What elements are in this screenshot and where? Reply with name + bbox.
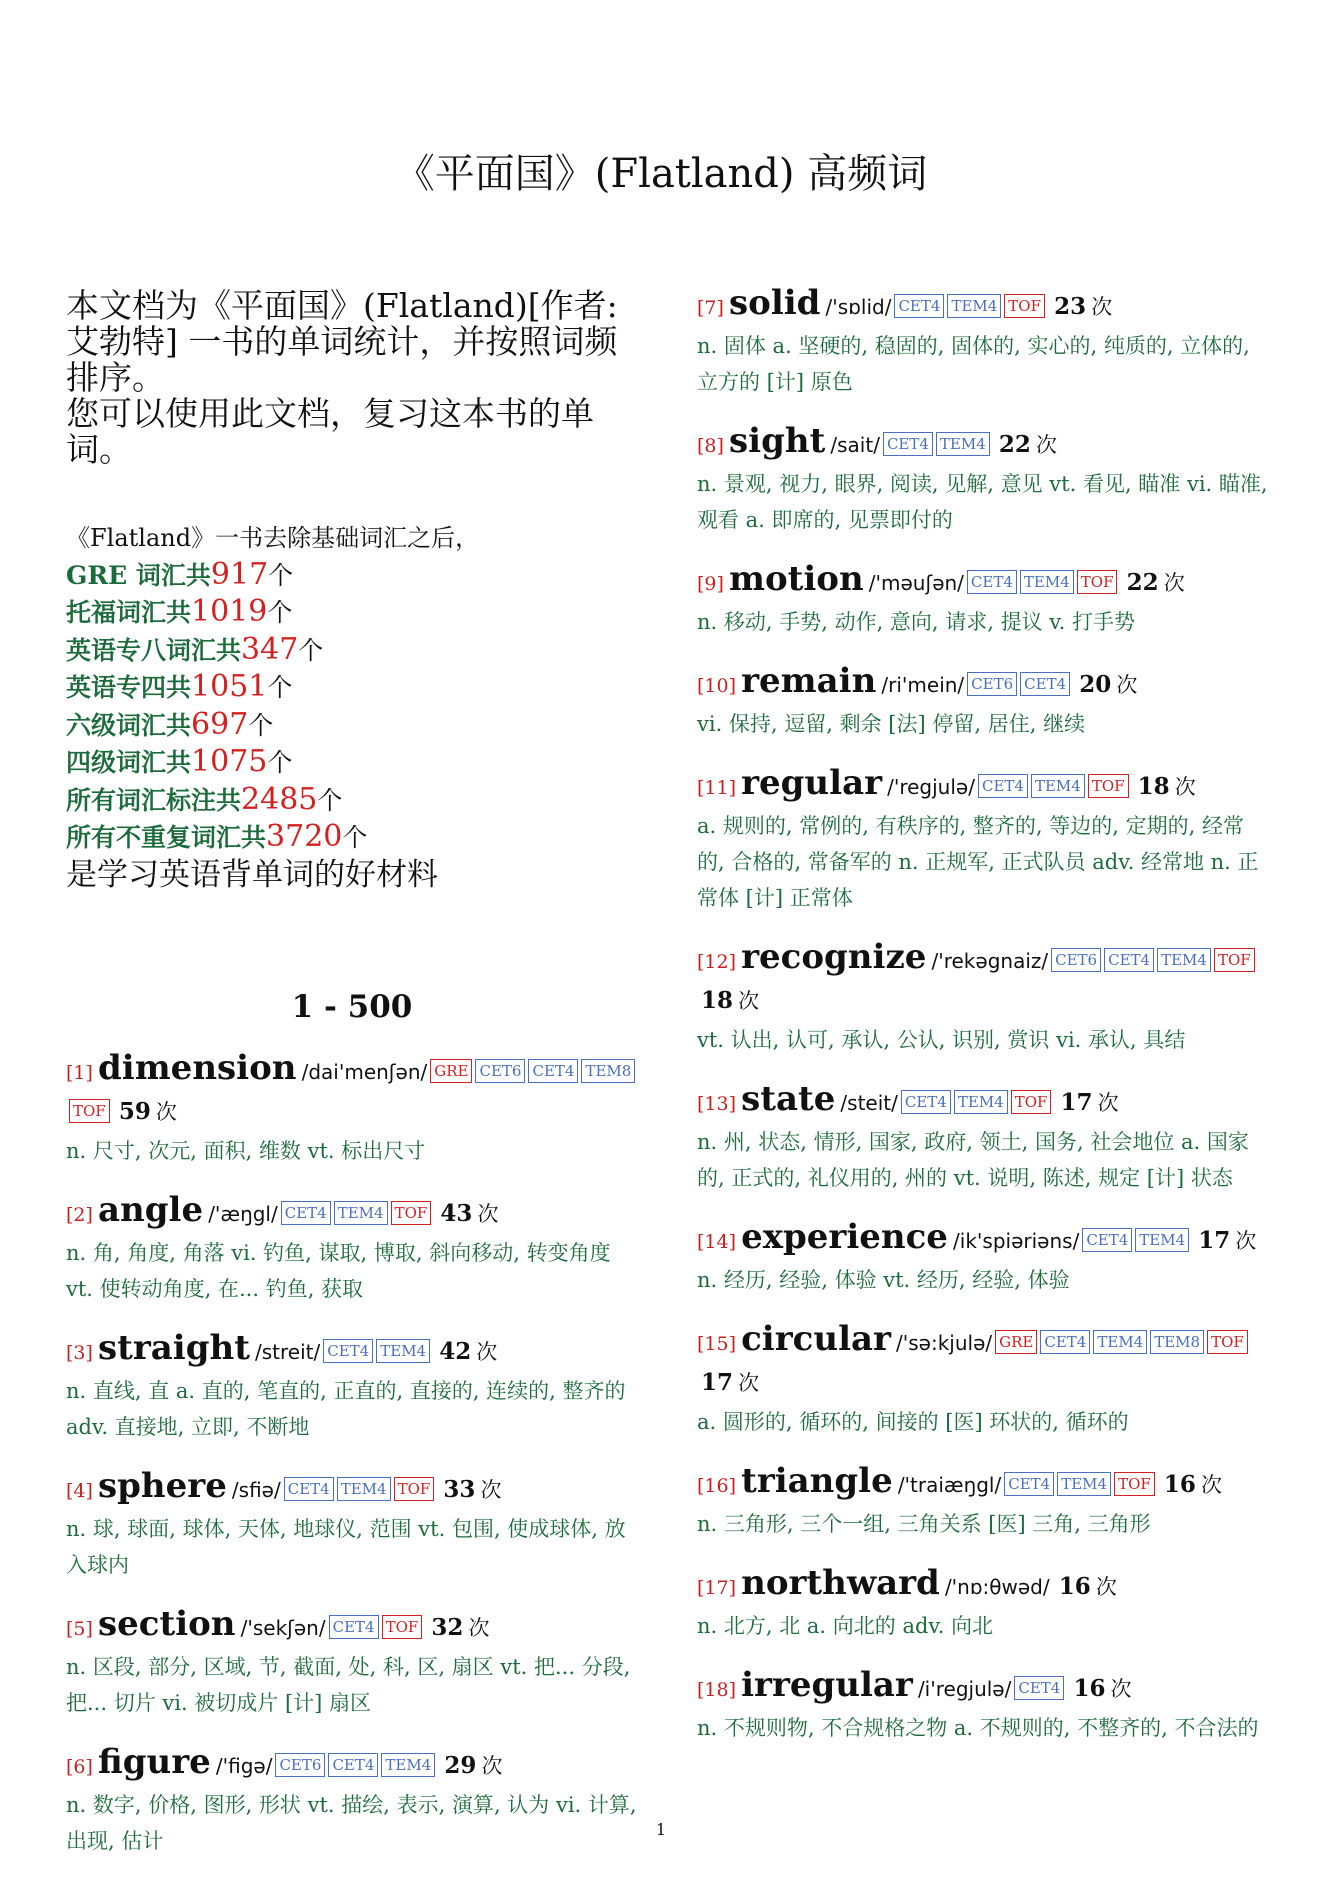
headword-line: [697, 422, 1269, 466]
stats-number: 697: [191, 706, 249, 742]
definition: n. 固体 a. 坚硬的, 稳固的, 固体的, 实心的, 纯质的, 立体的, 立方的 [计] 原色: [697, 334, 1250, 394]
word-entry: [66, 1605, 638, 1721]
entry-index: [13]: [697, 1093, 737, 1115]
stats-unit: 个: [298, 635, 324, 665]
definition: a. 规则的, 常例的, 有秩序的, 整齐的, 等边的, 定期的, 经常的, 合格的, 常备军的 n. 正规军, 正式队员 adv. 经常地 n. 正常体 [计] 正常体: [697, 814, 1259, 910]
frequency-unit: 次: [155, 1100, 177, 1124]
word-entry: [66, 1191, 638, 1307]
stats-label: 六级词汇共: [66, 710, 192, 740]
headword-line: [697, 1218, 1269, 1262]
definition: n. 三角形, 三个一组, 三角关系 [医] 三角, 三角形: [697, 1512, 1151, 1536]
entry-index: [18]: [697, 1679, 737, 1701]
exam-tag: CET4: [1020, 672, 1070, 696]
stats-unit: 个: [268, 560, 294, 590]
definition: vt. 认出, 认可, 承认, 公认, 识别, 赏识 vi. 承认, 具结: [697, 1028, 1186, 1052]
definition: n. 直线, 直 a. 直的, 笔直的, 正直的, 直接的, 连续的, 整齐的 adv. 直接地, 立即, 不断地: [66, 1379, 626, 1439]
word-entry: [66, 1467, 638, 1583]
exam-tag: CET6: [275, 1753, 325, 1777]
word-entry: [66, 1329, 638, 1445]
frequency-unit: 次: [1110, 1677, 1132, 1701]
exam-tag: TEM4: [947, 294, 1001, 318]
entry-index: [17]: [697, 1577, 737, 1599]
frequency-count: 17: [1198, 1227, 1231, 1254]
exam-tag: CET4: [328, 1753, 378, 1777]
exam-tag: CET6: [967, 672, 1017, 696]
stats-row: [66, 557, 638, 595]
stats-conclusion: 是学习英语背单词的好材料: [66, 856, 438, 893]
exam-tag: TEM4: [381, 1753, 435, 1777]
exam-tag: TEM4: [1135, 1228, 1189, 1252]
phonetic: /sait/: [830, 433, 880, 457]
intro-paragraph-2: 您可以使用此文档，复习这本书的单词。: [66, 394, 594, 469]
phonetic: /'sɒlid/: [825, 295, 892, 319]
frequency-count: 22: [998, 431, 1031, 458]
frequency-count: 18: [1137, 773, 1170, 800]
stats-label: 英语专八词汇共: [66, 635, 242, 665]
stats-label: 英语专四共: [66, 673, 192, 702]
entry-index: [11]: [697, 777, 737, 799]
headword-line: [66, 1329, 638, 1373]
headword: sight: [729, 421, 826, 461]
stats-number: 2485: [241, 781, 318, 817]
headword-line: [66, 1191, 638, 1235]
word-entry: [697, 764, 1269, 916]
headword: solid: [729, 283, 821, 323]
frequency-unit: 次: [1091, 295, 1113, 319]
frequency-unit: 次: [1235, 1229, 1257, 1253]
stats-unit: 个: [248, 710, 274, 740]
entry-index: [2]: [66, 1204, 93, 1226]
entry-index: [6]: [66, 1756, 93, 1778]
entry-index: [7]: [697, 297, 724, 319]
exam-tag: TEM8: [581, 1059, 635, 1083]
entry-index: [10]: [697, 675, 737, 697]
exam-tag: TOF: [1214, 948, 1255, 972]
word-entry: [697, 1080, 1269, 1196]
frequency-count: 59: [118, 1098, 151, 1125]
definition: n. 经历, 经验, 体验 vt. 经历, 经验, 体验: [697, 1268, 1070, 1292]
entry-index: [1]: [66, 1062, 93, 1084]
stats-row: [66, 632, 638, 670]
frequency-unit: 次: [476, 1340, 498, 1364]
exam-tag: TEM4: [1057, 1472, 1111, 1496]
phonetic: /sfiə/: [231, 1478, 281, 1502]
exam-tag: GRE: [995, 1330, 1037, 1354]
stats-number: 347: [241, 631, 299, 667]
stats-number: 1075: [191, 744, 268, 779]
word-entry: [697, 1320, 1269, 1440]
vocab-stats: [66, 520, 638, 893]
definition: n. 不规则物, 不合规格之物 a. 不规则的, 不整齐的, 不合法的: [697, 1716, 1259, 1740]
frequency-unit: 次: [1201, 1473, 1222, 1497]
phonetic: /'məuʃən/: [868, 571, 964, 595]
stats-row: [66, 707, 638, 745]
definition: a. 圆形的, 循环的, 间接的 [医] 环状的, 循环的: [697, 1410, 1129, 1434]
exam-tag: TOF: [1088, 774, 1129, 798]
headword: dimension: [98, 1048, 297, 1088]
headword-line: [697, 560, 1269, 604]
frequency-count: 20: [1079, 671, 1112, 698]
exam-tag: TEM4: [1031, 774, 1085, 798]
exam-tag: CET4: [1040, 1330, 1090, 1354]
stats-unit: 个: [267, 673, 293, 702]
headword: angle: [98, 1190, 204, 1230]
headword: recognize: [741, 937, 927, 977]
stats-label: 所有不重复词汇共: [66, 823, 267, 852]
phonetic: /'sə:kjulə/: [896, 1331, 993, 1355]
stats-label: 托福词汇共: [66, 598, 192, 627]
intro-text: [66, 288, 638, 468]
frequency-unit: 次: [477, 1202, 499, 1226]
exam-tag: CET4: [1014, 1676, 1064, 1700]
exam-tag: TEM4: [954, 1090, 1008, 1114]
phonetic: /'traiæŋgl/: [897, 1473, 1002, 1497]
word-entry: [697, 938, 1269, 1058]
left-column: [66, 288, 638, 1881]
frequency-unit: 次: [481, 1754, 503, 1778]
entry-index: [8]: [697, 435, 724, 457]
stats-label: GRE 词汇共: [66, 560, 211, 590]
exam-tag: TEM4: [337, 1477, 391, 1501]
frequency-unit: 次: [738, 989, 760, 1013]
headword-line: [697, 284, 1269, 328]
frequency-unit: 次: [1097, 1091, 1119, 1115]
right-column: [697, 284, 1269, 1768]
headword: sphere: [98, 1466, 227, 1506]
phonetic: /i'regjulə/: [917, 1677, 1012, 1701]
exam-tag: TEM4: [376, 1339, 430, 1363]
stats-label: 所有词汇标注共: [66, 785, 242, 815]
phonetic: /'æŋgl/: [208, 1202, 278, 1226]
stats-row: [66, 669, 638, 707]
definition: n. 角, 角度, 角落 vi. 钓鱼, 谋取, 博取, 斜向移动, 转变角度 vt. 使转动角度, 在... 钓鱼, 获取: [66, 1241, 611, 1301]
stats-label: 四级词汇共: [66, 748, 192, 777]
definition: n. 移动, 手势, 动作, 意向, 请求, 提议 v. 打手势: [697, 610, 1136, 634]
entry-index: [3]: [66, 1342, 93, 1364]
exam-tag: CET4: [1104, 948, 1154, 972]
left-entry-list: [66, 1049, 638, 1859]
headword: regular: [741, 763, 883, 803]
stats-number: 1051: [191, 669, 268, 704]
frequency-unit: 次: [1174, 775, 1196, 799]
exam-tag: CET4: [894, 294, 944, 318]
frequency-count: 16: [1058, 1573, 1091, 1600]
stats-unit: 个: [317, 785, 343, 815]
frequency-unit: 次: [1095, 1575, 1117, 1599]
definition: vi. 保持, 逗留, 剩余 [法] 停留, 居住, 继续: [697, 712, 1086, 736]
intro-paragraph-1: 本文档为《平面国》(Flatland)[作者: 艾勃特] 一书的单词统计，并按照词频排序。: [66, 286, 618, 397]
definition: n. 北方, 北 a. 向北的 adv. 向北: [697, 1614, 994, 1638]
phonetic: /steit/: [840, 1091, 898, 1115]
stats-number: 1019: [191, 594, 268, 629]
stats-number: 3720: [266, 819, 343, 854]
frequency-count: 29: [444, 1752, 477, 1779]
headword: motion: [729, 559, 864, 599]
word-entry: [697, 422, 1269, 538]
exam-tag: TOF: [394, 1477, 435, 1501]
headword: straight: [98, 1328, 250, 1368]
definition: n. 州, 状态, 情形, 国家, 政府, 领土, 国务, 社会地位 a. 国家的, 正式的, 礼仪用的, 州的 vt. 说明, 陈述, 规定 [计] 状态: [697, 1130, 1249, 1190]
word-entry: [697, 1218, 1269, 1298]
frequency-count: 16: [1073, 1675, 1106, 1702]
exam-tag: TEM4: [1157, 948, 1211, 972]
exam-tag: CET4: [978, 774, 1028, 798]
exam-tag: TOF: [1011, 1090, 1052, 1114]
exam-tag: TOF: [69, 1099, 110, 1123]
frequency-unit: 次: [738, 1371, 760, 1395]
frequency-count: 33: [443, 1476, 476, 1503]
definition: n. 球, 球面, 球体, 天体, 地球仪, 范围 vt. 包围, 使成球体, 放入球内: [66, 1517, 626, 1577]
right-entry-list: [697, 284, 1269, 1746]
frequency-count: 23: [1054, 293, 1087, 320]
exam-tag: CET6: [475, 1059, 525, 1083]
exam-tag: TEM4: [1093, 1330, 1147, 1354]
exam-tag: TOF: [1077, 570, 1118, 594]
page-title: 《平面国》(Flatland) 高频词: [394, 151, 928, 197]
headword-line: [697, 938, 1269, 1022]
exam-tag: CET4: [528, 1059, 578, 1083]
headword-line: [697, 1320, 1269, 1404]
stats-unit: 个: [267, 598, 293, 627]
entry-index: [16]: [697, 1475, 737, 1497]
headword: section: [98, 1604, 236, 1644]
exam-tag: TEM4: [1020, 570, 1074, 594]
frequency-unit: 次: [480, 1478, 502, 1502]
headword-line: [66, 1049, 638, 1133]
entry-index: [12]: [697, 951, 737, 973]
stats-row: [66, 782, 638, 820]
phonetic: /dai'menʃən/: [301, 1060, 428, 1084]
word-entry: [697, 662, 1269, 742]
exam-tag: CET4: [901, 1090, 951, 1114]
exam-tag: GRE: [430, 1059, 472, 1083]
headword: figure: [98, 1742, 211, 1782]
exam-tag: TEM8: [1150, 1330, 1204, 1354]
headword-line: [697, 662, 1269, 706]
definition: n. 区段, 部分, 区域, 节, 截面, 处, 科, 区, 扇区 vt. 把... 分段, 把... 切片 vi. 被切成片 [计] 扇区: [66, 1655, 631, 1715]
page-number: 1: [655, 1820, 667, 1839]
headword-line: [697, 764, 1269, 808]
exam-tag: TOF: [1207, 1330, 1248, 1354]
phonetic: /ri'mein/: [881, 673, 965, 697]
exam-tag: CET4: [967, 570, 1017, 594]
exam-tag: CET4: [329, 1615, 379, 1639]
word-entry: [697, 284, 1269, 400]
exam-tag: CET6: [1051, 948, 1101, 972]
exam-tag: CET4: [323, 1339, 373, 1363]
definition: n. 尺寸, 次元, 面积, 维数 vt. 标出尺寸: [66, 1139, 426, 1163]
exam-tag: CET4: [284, 1477, 334, 1501]
entry-index: [9]: [697, 573, 724, 595]
frequency-unit: 次: [1163, 571, 1185, 595]
exam-tag: TOF: [1114, 1472, 1155, 1496]
stats-unit: 个: [267, 748, 293, 777]
exam-tag: TEM4: [936, 432, 990, 456]
headword: triangle: [741, 1461, 893, 1501]
headword: remain: [741, 661, 877, 701]
definition: n. 景观, 视力, 眼界, 阅读, 见解, 意见 vt. 看见, 瞄准 vi. 瞄准, 观看 a. 即席的, 见票即付的: [697, 472, 1268, 532]
frequency-count: 22: [1126, 569, 1159, 596]
stats-intro-line: 《Flatland》一书去除基础词汇之后，: [66, 524, 480, 552]
stats-row: [66, 819, 638, 857]
frequency-count: 17: [1060, 1089, 1093, 1116]
headword: state: [741, 1079, 836, 1119]
headword-line: [66, 1743, 638, 1787]
word-entry: [697, 560, 1269, 640]
frequency-unit: 次: [1116, 673, 1138, 697]
phonetic: /streit/: [255, 1340, 321, 1364]
phonetic: /'nɒ:θwəd/: [944, 1575, 1050, 1599]
headword-line: [697, 1564, 1269, 1608]
range-heading: 1 - 500: [291, 989, 413, 1025]
word-entry: [697, 1564, 1269, 1644]
word-entry: [66, 1743, 638, 1859]
headword: experience: [741, 1217, 948, 1257]
exam-tag: TOF: [1004, 294, 1045, 318]
stats-row: [66, 744, 638, 782]
frequency-count: 18: [701, 987, 734, 1014]
word-entry: [66, 1049, 638, 1169]
word-entry: [697, 1666, 1269, 1746]
exam-tag: CET4: [1082, 1228, 1132, 1252]
stats-unit: 个: [342, 823, 368, 852]
frequency-count: 32: [431, 1614, 464, 1641]
phonetic: /'rekəgnaiz/: [931, 949, 1049, 973]
exam-tag: CET4: [1004, 1472, 1054, 1496]
frequency-count: 17: [701, 1369, 734, 1396]
phonetic: /'regjulə/: [887, 775, 975, 799]
phonetic: /ik'spiəriəns/: [953, 1229, 1080, 1253]
frequency-count: 16: [1163, 1471, 1196, 1498]
entry-index: [14]: [697, 1231, 737, 1253]
entry-index: [4]: [66, 1480, 93, 1502]
entry-index: [5]: [66, 1618, 93, 1640]
headword-line: [697, 1666, 1269, 1710]
exam-tag: CET4: [883, 432, 933, 456]
headword-line: [697, 1080, 1269, 1124]
frequency-count: 43: [440, 1200, 473, 1227]
phonetic: /'figə/: [215, 1754, 273, 1778]
headword: northward: [741, 1563, 940, 1603]
phonetic: /'sekʃən/: [240, 1616, 326, 1640]
entry-index: [15]: [697, 1333, 737, 1355]
exam-tag: TOF: [382, 1615, 423, 1639]
definition: n. 数字, 价格, 图形, 形状 vt. 描绘, 表示, 演算, 认为 vi. 计算, 出现, 估计: [66, 1793, 637, 1853]
stats-number: 917: [210, 556, 269, 592]
frequency-unit: 次: [1035, 433, 1057, 457]
frequency-count: 42: [439, 1338, 472, 1365]
frequency-unit: 次: [468, 1616, 490, 1640]
headword-line: [66, 1467, 638, 1511]
headword-line: [66, 1605, 638, 1649]
headword: circular: [741, 1319, 891, 1359]
headword: irregular: [741, 1665, 913, 1705]
exam-tag: CET4: [281, 1201, 331, 1225]
exam-tag: TOF: [391, 1201, 432, 1225]
word-entry: [697, 1462, 1269, 1542]
stats-row: [66, 594, 638, 632]
exam-tag: TEM4: [334, 1201, 388, 1225]
headword-line: [697, 1462, 1269, 1506]
